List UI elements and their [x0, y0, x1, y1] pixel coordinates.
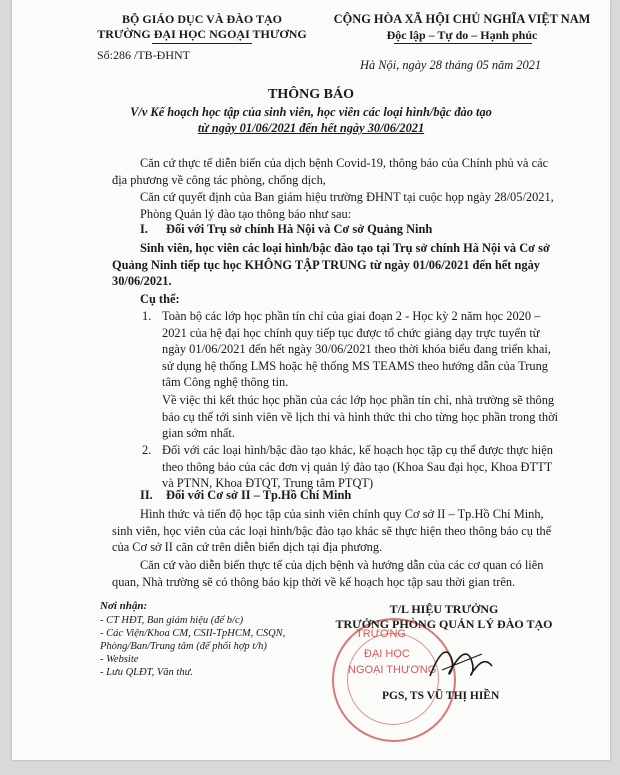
signatory-name: PGS, TS VŨ THỊ HIỀN [382, 690, 500, 702]
ministry-name: BỘ GIÁO DỤC VÀ ĐÀO TẠO [122, 12, 282, 26]
seal-text-line3: NGOẠI THƯƠNG [348, 664, 437, 676]
document-title: THÔNG BÁO [268, 87, 354, 102]
handwritten-signature [422, 640, 502, 685]
section-1-title: Đối với Trụ sở chính Hà Nội và Cơ sở Quảng Ninh [166, 222, 433, 236]
section-1-summary: Sinh viên, học viên các loại hình/bậc đào tạo tại Trụ sở chính Hà Nội và Cơ sở Quảng Ninh tiếp tục học KHÔNG TẬP TRUNG từ ngày 01/06/2021 đến hết ngày 30/06/2021. [112, 241, 550, 289]
section-1-number: I. [140, 222, 148, 236]
item-2-text: Đối với các loại hình/bậc đào tạo khác, kế hoạch học tập cụ thể được thực hiện theo thông báo của các đơn vị quản lý đào tạo (Khoa Sau đại học, Khoa ĐTTT và PTNN, Khoa ĐTQT, Trung tâm PTQT) [162, 443, 553, 491]
national-motto: Độc lập – Tự do – Hạnh phúc [386, 28, 538, 42]
paragraph-announcement: Phòng Quản lý đào tạo thông báo như sau: [140, 207, 352, 221]
recipient-item: Phòng/Ban/Trung tâm (để phối hợp t/h) [100, 641, 267, 652]
recipient-item: - Website [100, 654, 139, 665]
closing-paragraph: Căn cứ vào diễn biến thực tế của dịch bệnh và hướng dẫn của các cơ quan có liên quan, Nhà trường sẽ có thông báo kịp thời về kế hoạch học tập sau thời gian trên. [112, 558, 544, 589]
seal-text-line1: TRƯỜNG [356, 628, 406, 640]
header-underline-right [394, 43, 532, 44]
header-underline-left [152, 43, 252, 44]
item-2-number: 2. [142, 443, 152, 457]
signatory-on-behalf: T/L HIỆU TRƯỞNG [389, 602, 499, 616]
university-name: TRƯỜNG ĐẠI HỌC NGOẠI THƯƠNG [97, 27, 307, 41]
recipients-label: Nơi nhận: [100, 600, 148, 612]
country-name: CỘNG HÒA XÃ HỘI CHỦ NGHĨA VIỆT NAM [333, 12, 591, 26]
signatory-position: TRƯỞNG PHÒNG QUẢN LÝ ĐÀO TẠO [335, 617, 553, 631]
item-1-number: 1. [142, 309, 152, 323]
issue-date: Hà Nội, ngày 28 tháng 05 năm 2021 [360, 58, 542, 72]
paragraph-decision-basis: Căn cứ quyết định của Ban giám hiệu trường ĐHNT tại cuộc họp ngày 28/05/2021, [140, 190, 554, 204]
section-2-number: II. [140, 488, 153, 502]
section-2-title: Đối với Cơ sở II – Tp.Hồ Chí Minh [166, 488, 352, 502]
document-subject-line2: từ ngày 01/06/2021 đến hết ngày 30/06/2021 [197, 121, 425, 135]
item-1-text: Toàn bộ các lớp học phần tín chỉ của giai đoạn 2 - Học kỳ 2 năm học 2020 – 2021 của hệ đại học chính quy tiếp tục được tổ chức giảng dạy trực tuyến từ ngày 01/06/2021 đến hết ngày 30/06/2021 theo thời khóa biểu đang triển khai, sử dụng hệ thống LMS hoặc hệ thống MS TEAMS theo hướng dẫn của Trung tâm Công nghệ thông tin. [162, 309, 551, 390]
document-page [12, 0, 610, 760]
details-label: Cụ thể: [140, 292, 180, 306]
recipient-item: - Lưu QLĐT, Văn thư. [100, 667, 193, 678]
section-2-paragraph: Hình thức và tiến độ học tập của sinh viên chính quy Cơ sở II – Tp.Hồ Chí Minh, sinh viên, học viên của các loại hình/bậc đào tạo khác sẽ thực hiện theo thông báo cụ thể của Cơ sở II căn cứ trên diễn biến dịch tại địa phương. [112, 507, 552, 555]
document-subject-line1: V/v Kế hoạch học tập của sinh viên, học viên các loại hình/bậc đào tạo [130, 105, 492, 119]
recipient-item: - CT HĐT, Ban giám hiệu (để b/c) [100, 615, 244, 626]
recipient-item: - Các Viện/Khoa CM, CSII-TpHCM, CSQN, [100, 628, 286, 639]
seal-text-line2: ĐẠI HỌC [364, 648, 410, 660]
document-number: Số:286 /TB-ĐHNT [97, 48, 190, 62]
item-1-exam-note: Về việc thi kết thúc học phần của các lớp học phần tín chỉ, nhà trường sẽ thông báo cụ thể tới sinh viên về lịch thi và hình thức thi cho từng học phần trong thời gian sớm nhất. [162, 393, 559, 441]
paragraph-covid-basis: Căn cứ thực tế diễn biến của dịch bệnh Covid-19, thông báo của Chính phủ và các địa phương về công tác phòng, chống dịch, [112, 156, 549, 187]
